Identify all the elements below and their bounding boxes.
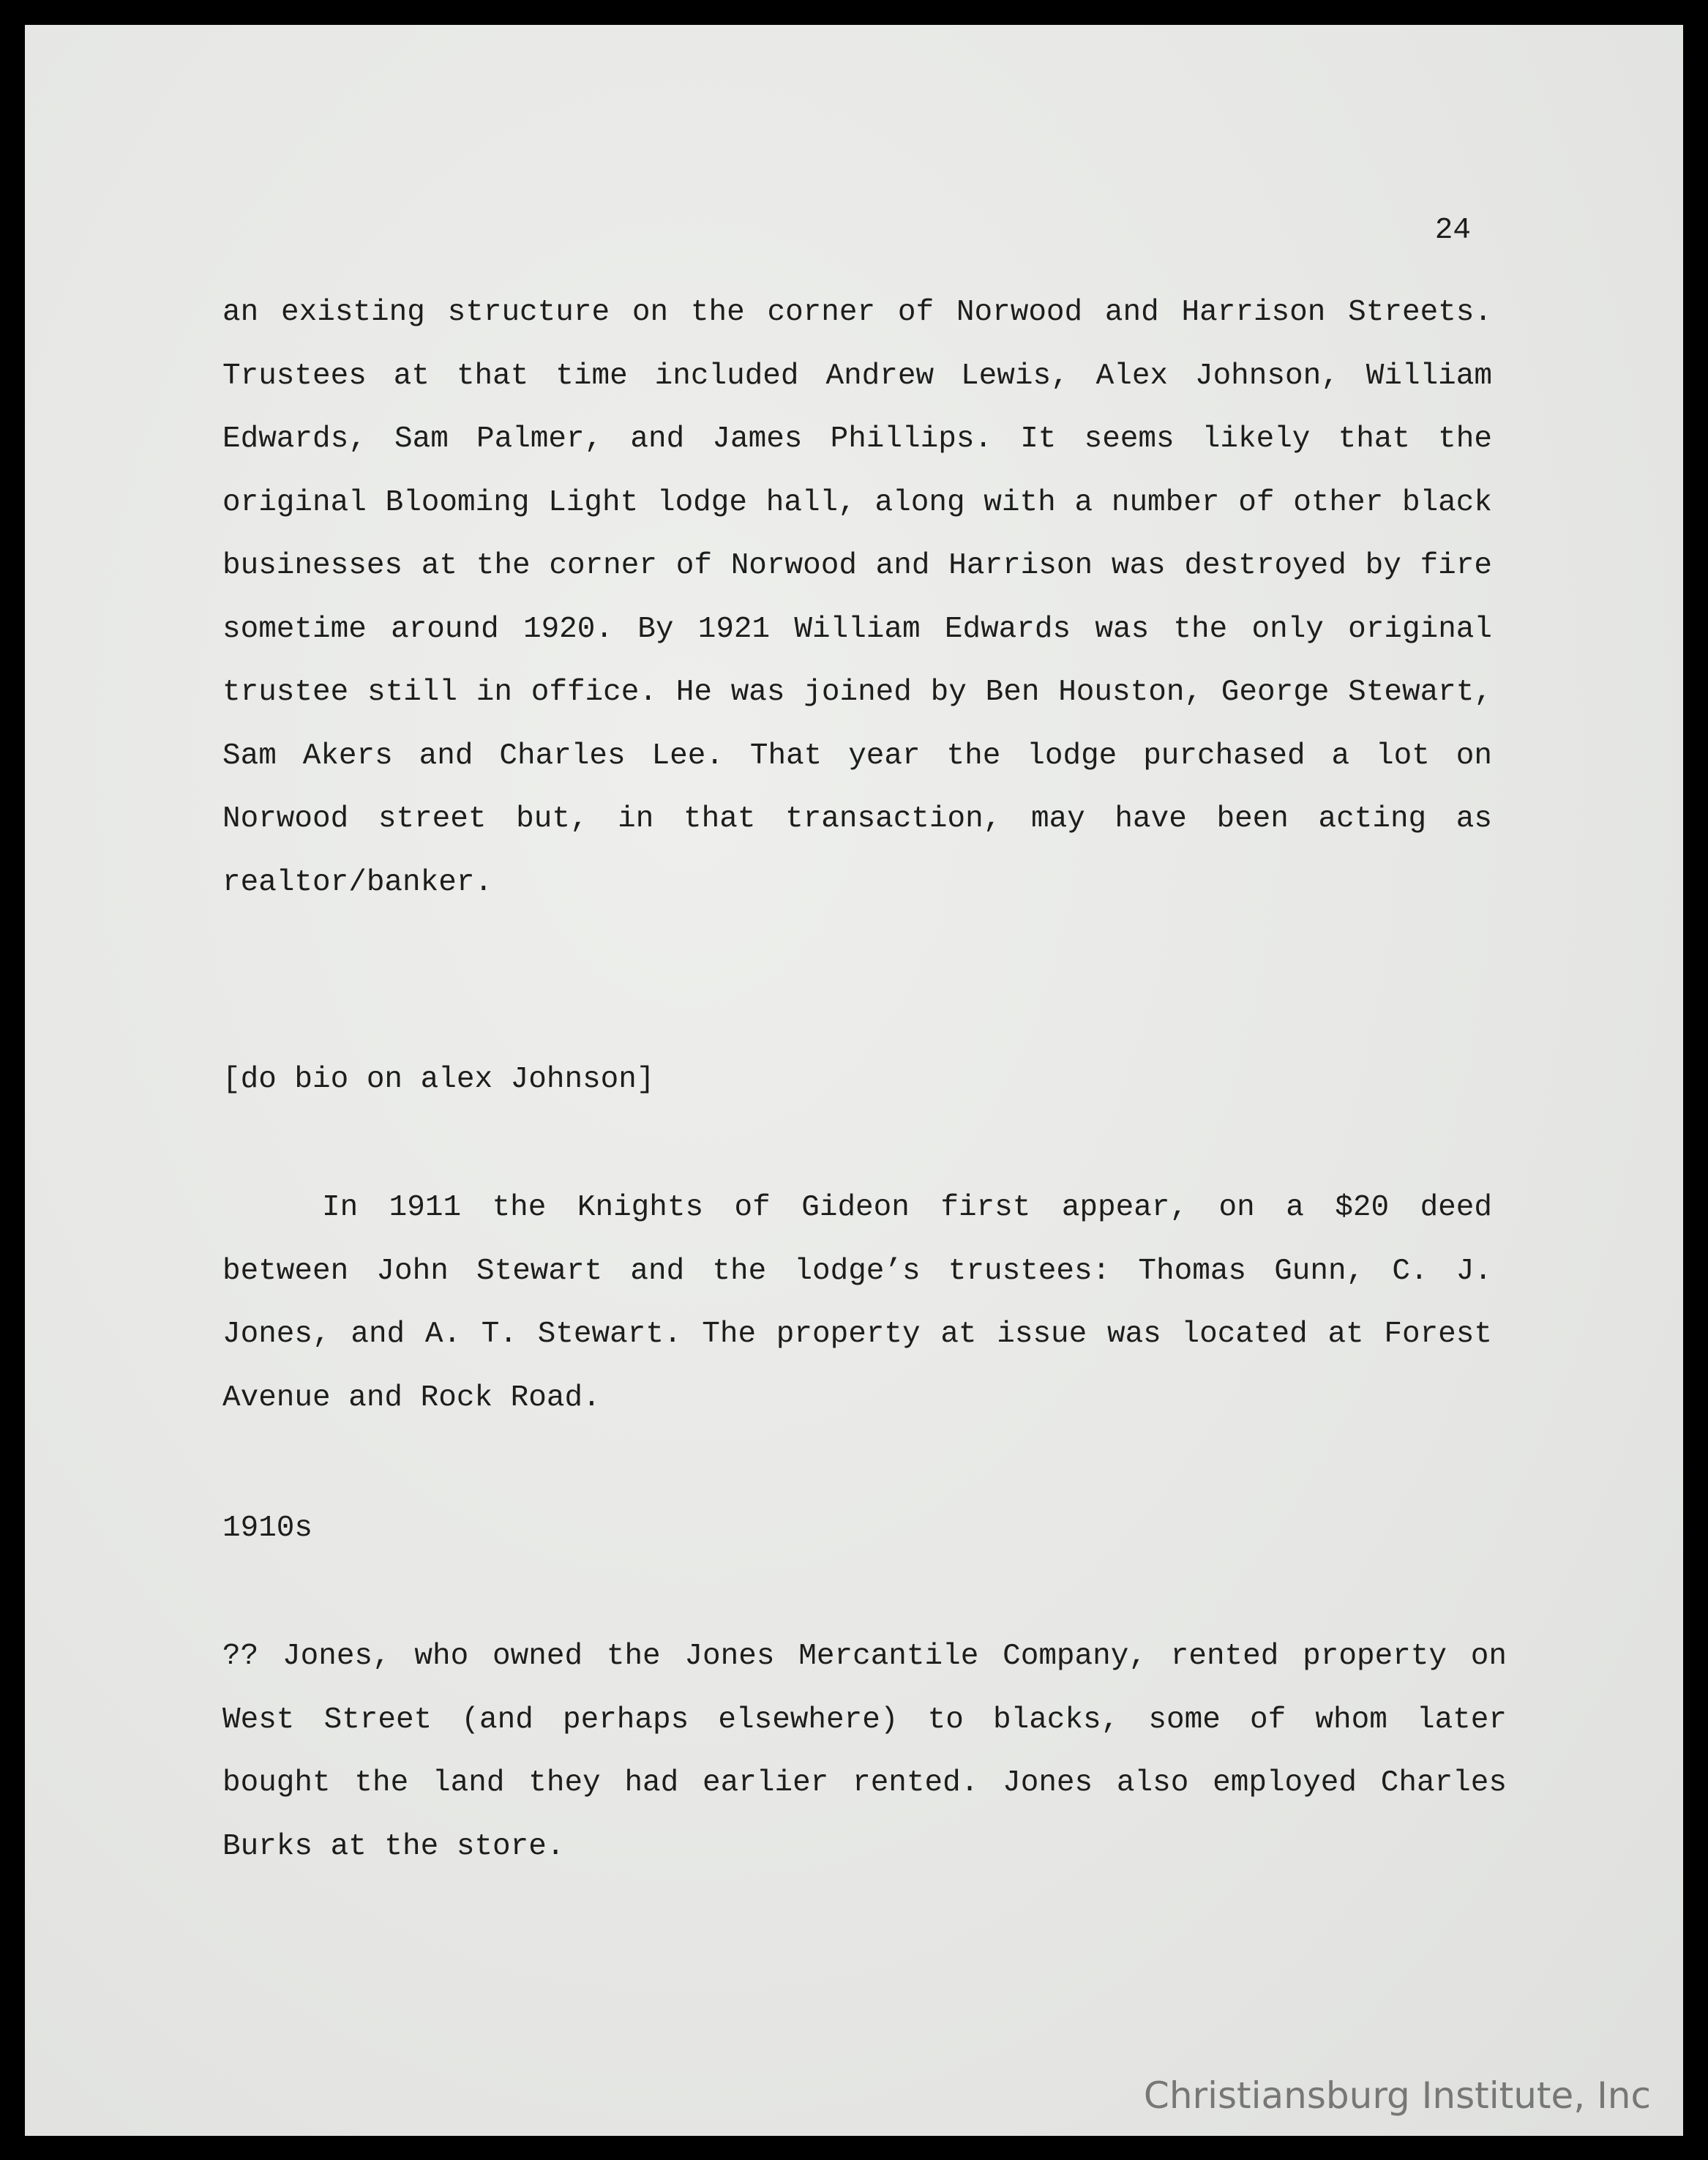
section-heading-1910s: 1910s (222, 1511, 313, 1545)
watermark-text: Christiansburg Institute, Inc (1143, 2074, 1651, 2117)
paragraph-knights-of-gideon: In 1911 the Knights of Gideon first appear, on a $20 deed between John Stewart and the lodge’s trustees: Thomas Gunn, C. J. Jones, and A. T. Stewart. The property at issue was located at Forest Avenue and Rock Road. (222, 1191, 1492, 1415)
page-number: 24 (1434, 214, 1471, 247)
paragraph-jones-mercantile: ?? Jones, who owned the Jones Mercantile Company, rented property on West Street (and perhaps elsewhere) to blacks, some of whom later bought the land they had earlier rented. Jones also employed Charles Burks at the store. (222, 1640, 1507, 1864)
paragraph-trustees: an existing structure on the corner of Norwood and Harrison Streets. Trustees at that time included Andrew Lewis, Alex Johnson, William Edwards, Sam Palmer, and James Phillips. It seems likely that the original Blooming Light lodge hall, along with a number of other black businesses at the corner of Norwood and Harrison was destroyed by fire sometime around 1920. By 1921 William Edwards was the only original trustee still in office. He was joined by Ben Houston, George Stewart, Sam Akers and Charles Lee. That year the lodge purchased a lot on Norwood street but, in that transaction, may have been acting as realtor/banker. (222, 296, 1492, 900)
editor-note: [do bio on alex Johnson] (222, 1063, 655, 1096)
document-page (25, 25, 1683, 2136)
